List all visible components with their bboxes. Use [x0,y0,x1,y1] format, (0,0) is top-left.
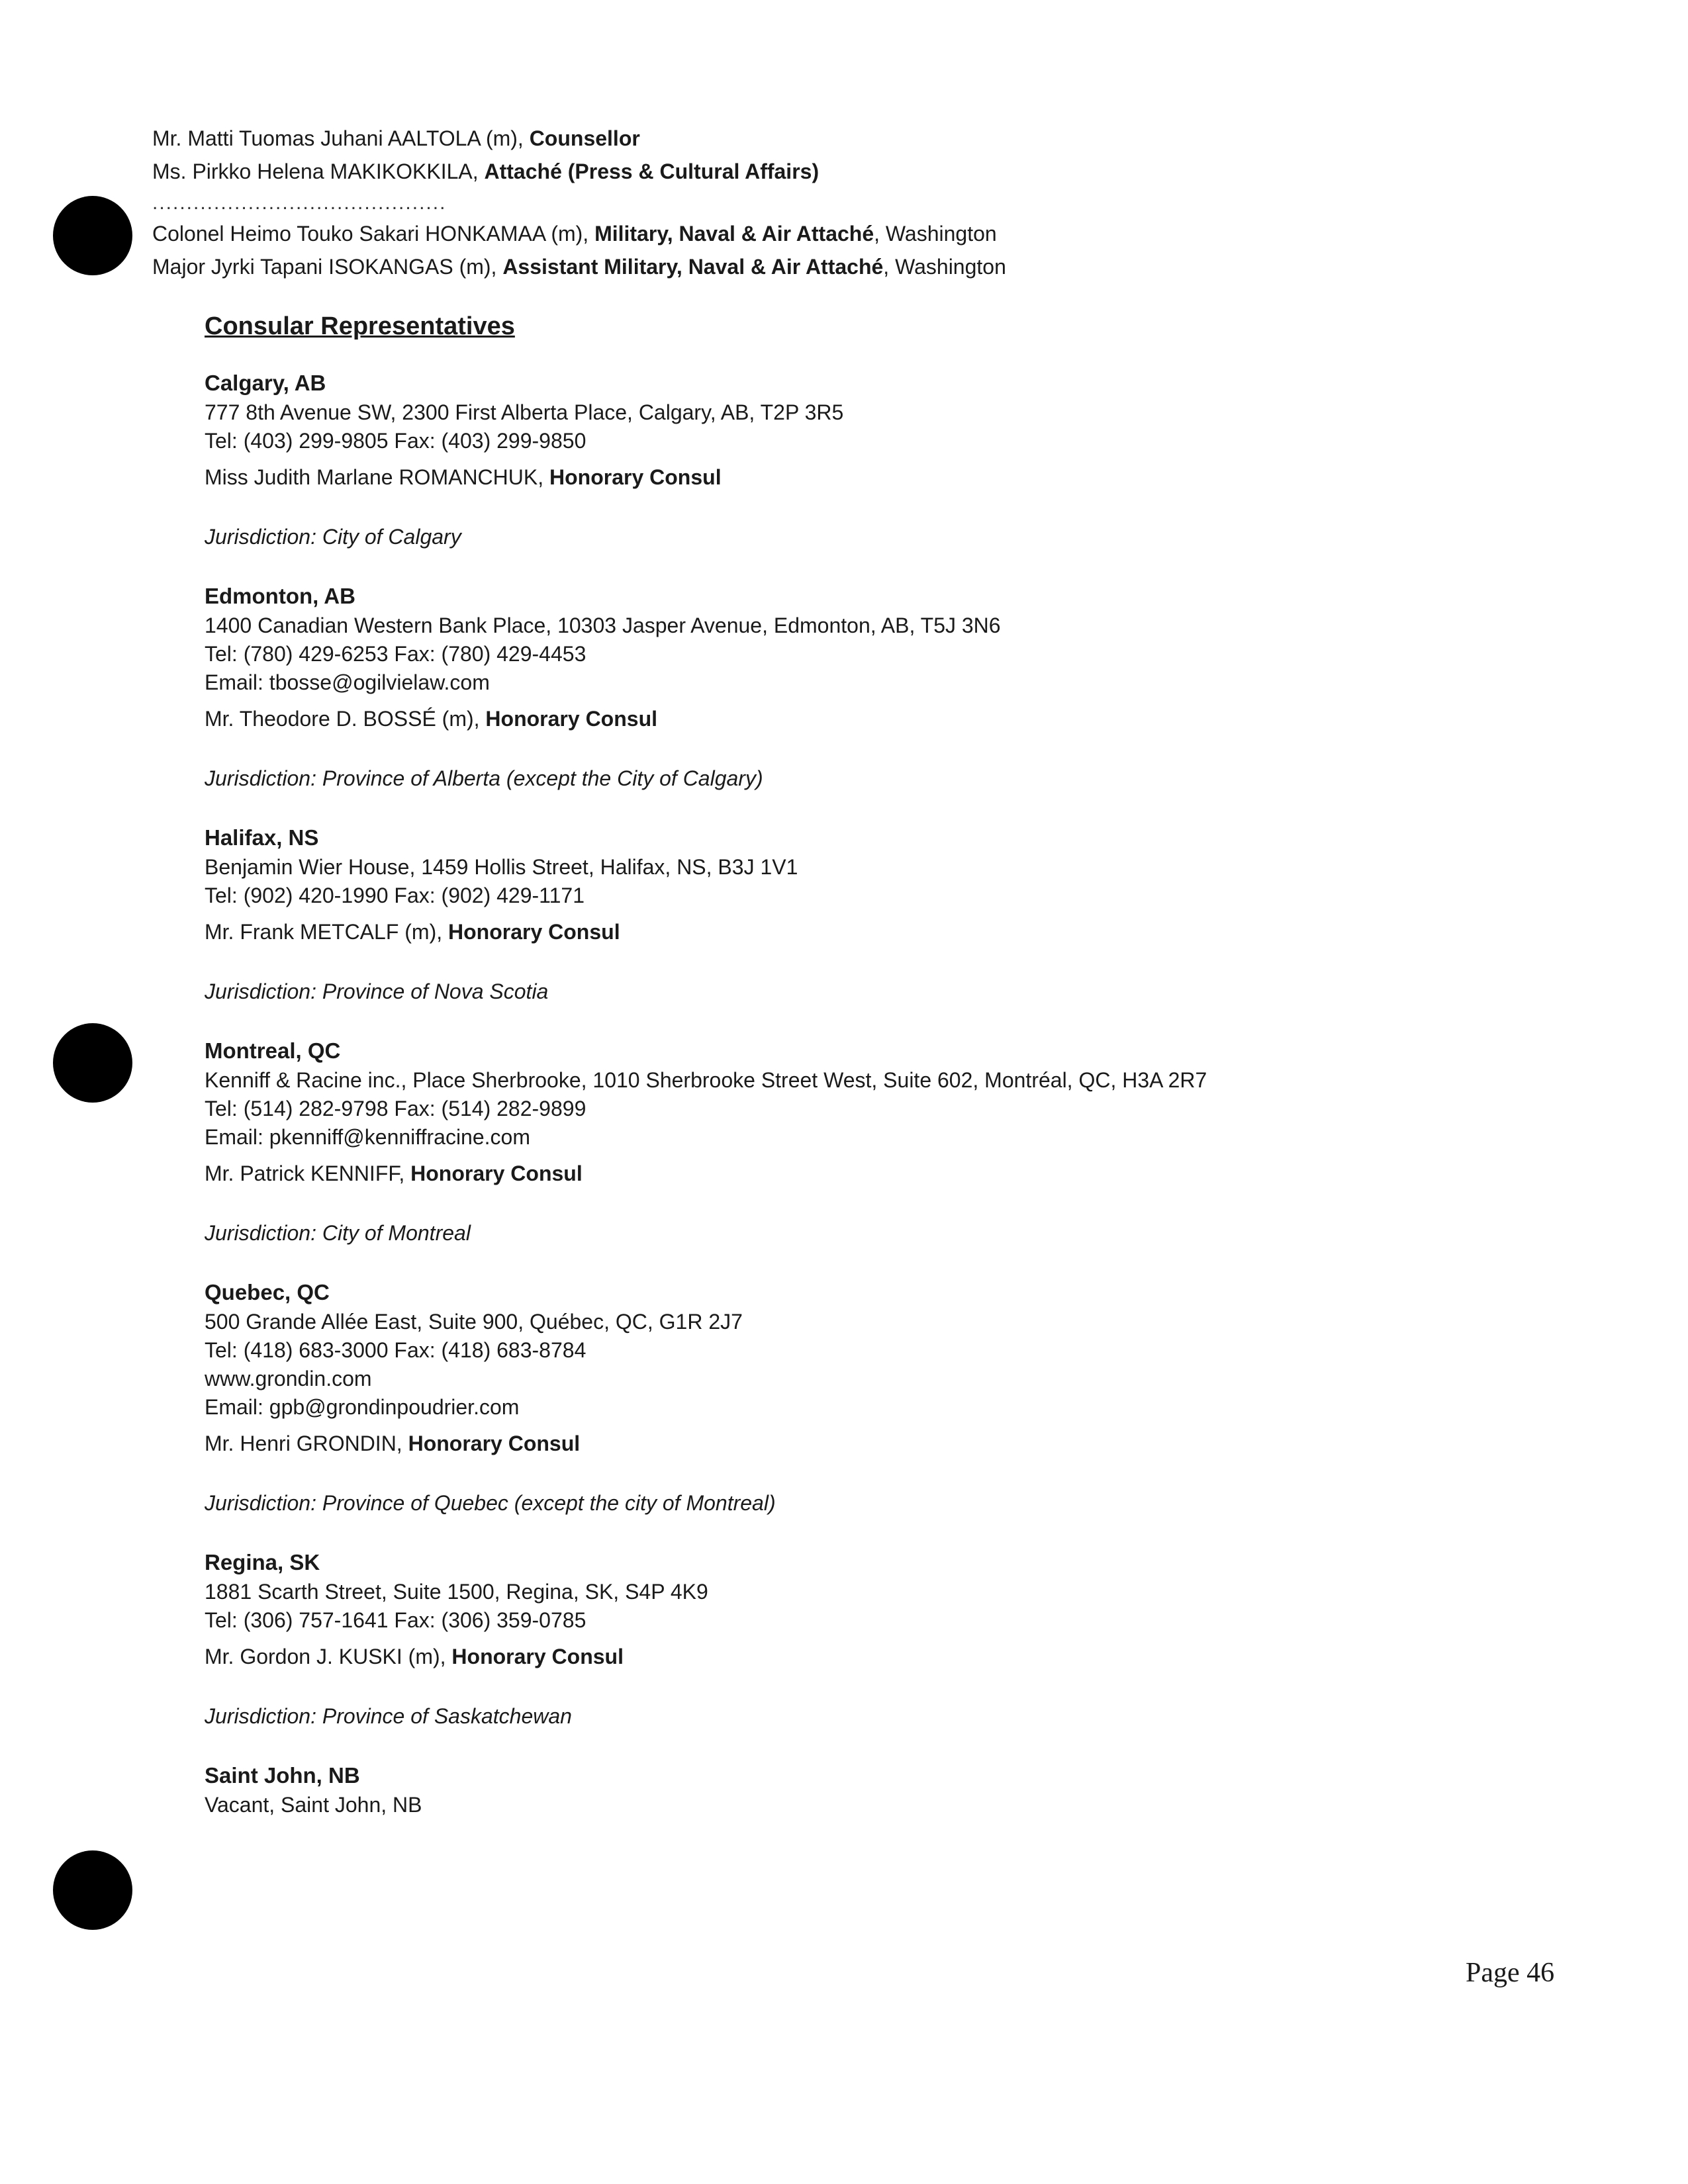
office-city: Calgary, AB [205,371,326,395]
office-email: Email: tbosse@ogilvielaw.com [205,670,490,694]
office-phone: Tel: (306) 757-1641 Fax: (306) 359-0785 [205,1608,586,1632]
office-email: Email: pkenniff@kenniffracine.com [205,1125,530,1149]
staff-entry-counsellor [152,122,1006,155]
page-number: Page 46 [1466,1958,1555,1988]
office-consul: Mr. Theodore D. BOSSÉ (m), Honorary Consul [205,707,657,731]
dotted-separator: ........................................... [152,192,447,214]
office-consul: Miss Judith Marlane ROMANCHUK, Honorary Consul [205,465,722,489]
office-jurisdiction: Jurisdiction: Province of Quebec (except the city of Montreal) [205,1491,776,1515]
office-jurisdiction: Jurisdiction: Province of Alberta (except the City of Calgary) [205,766,763,790]
office-address: Benjamin Wier House, 1459 Hollis Street, Halifax, NS, B3J 1V1 [205,855,798,879]
staff-title: Military, Naval & Air Attaché [594,222,874,246]
office-jurisdiction: Jurisdiction: City of Calgary [205,525,461,549]
office-city: Quebec, QC [205,1280,330,1304]
staff-name: Ms. Pirkko Helena MAKIKOKKILA, [152,159,485,183]
staff-title: Attaché (Press & Cultural Affairs) [484,159,820,183]
office-city: Regina, SK [205,1550,320,1574]
office-address: Vacant, Saint John, NB [205,1793,422,1817]
office-saint-john [205,1760,1528,1819]
office-consul: Mr. Patrick KENNIFF, Honorary Consul [205,1161,583,1185]
office-address: Kenniff & Racine inc., Place Sherbrooke, 1010 Sherbrooke Street West, Suite 602, Montréal, QC, H3A 2R7 [205,1068,1207,1092]
office-address: 1400 Canadian Western Bank Place, 10303 Jasper Avenue, Edmonton, AB, T5J 3N6 [205,614,1001,637]
staff-entry-military-attache [152,217,1006,250]
staff-name: Colonel Heimo Touko Sakari HONKAMAA (m), [152,222,595,246]
staff-entry-assistant-military-attache [152,250,1006,283]
hole-punch-top [53,196,132,275]
office-calgary [205,368,1528,552]
office-address: 500 Grande Allée East, Suite 900, Québec, QC, G1R 2J7 [205,1310,743,1334]
office-jurisdiction: Jurisdiction: City of Montreal [205,1221,471,1245]
office-website: www.grondin.com [205,1367,372,1390]
office-city: Edmonton, AB [205,584,355,608]
consular-representatives-section [205,310,1528,1848]
staff-title: Assistant Military, Naval & Air Attaché [502,255,884,279]
office-montreal [205,1036,1528,1248]
office-consul: Mr. Henri GRONDIN, Honorary Consul [205,1432,581,1455]
office-quebec [205,1277,1528,1518]
office-halifax [205,823,1528,1007]
staff-name: Mr. Matti Tuomas Juhani AALTOLA (m), [152,126,530,150]
office-city: Montreal, QC [205,1038,341,1063]
office-phone: Tel: (418) 683-3000 Fax: (418) 683-8784 [205,1338,586,1362]
office-jurisdiction: Jurisdiction: Province of Nova Scotia [205,979,549,1003]
office-phone: Tel: (780) 429-6253 Fax: (780) 429-4453 [205,642,586,666]
office-city: Saint John, NB [205,1763,360,1788]
office-edmonton [205,581,1528,794]
office-email: Email: gpb@grondinpoudrier.com [205,1395,520,1419]
hole-punch-middle [53,1023,132,1103]
office-address: 1881 Scarth Street, Suite 1500, Regina, SK, S4P 4K9 [205,1580,708,1604]
office-jurisdiction: Jurisdiction: Province of Saskatchewan [205,1704,572,1728]
staff-entry-attache [152,155,1006,188]
office-consul: Mr. Gordon J. KUSKI (m), Honorary Consul [205,1645,624,1668]
office-regina [205,1547,1528,1731]
hole-punch-bottom [53,1850,132,1930]
office-phone: Tel: (403) 299-9805 Fax: (403) 299-9850 [205,429,586,453]
section-title: Consular Representatives [205,312,515,340]
office-phone: Tel: (514) 282-9798 Fax: (514) 282-9899 [205,1097,586,1120]
staff-title: Counsellor [529,126,640,150]
office-city: Halifax, NS [205,825,319,850]
staff-name: Major Jyrki Tapani ISOKANGAS (m), [152,255,503,279]
staff-location: , Washington [874,222,997,246]
office-phone: Tel: (902) 420-1990 Fax: (902) 429-1171 [205,884,585,907]
staff-location: , Washington [883,255,1006,279]
embassy-staff-list [152,122,1006,283]
office-consul: Mr. Frank METCALF (m), Honorary Consul [205,920,620,944]
office-address: 777 8th Avenue SW, 2300 First Alberta Place, Calgary, AB, T2P 3R5 [205,400,844,424]
